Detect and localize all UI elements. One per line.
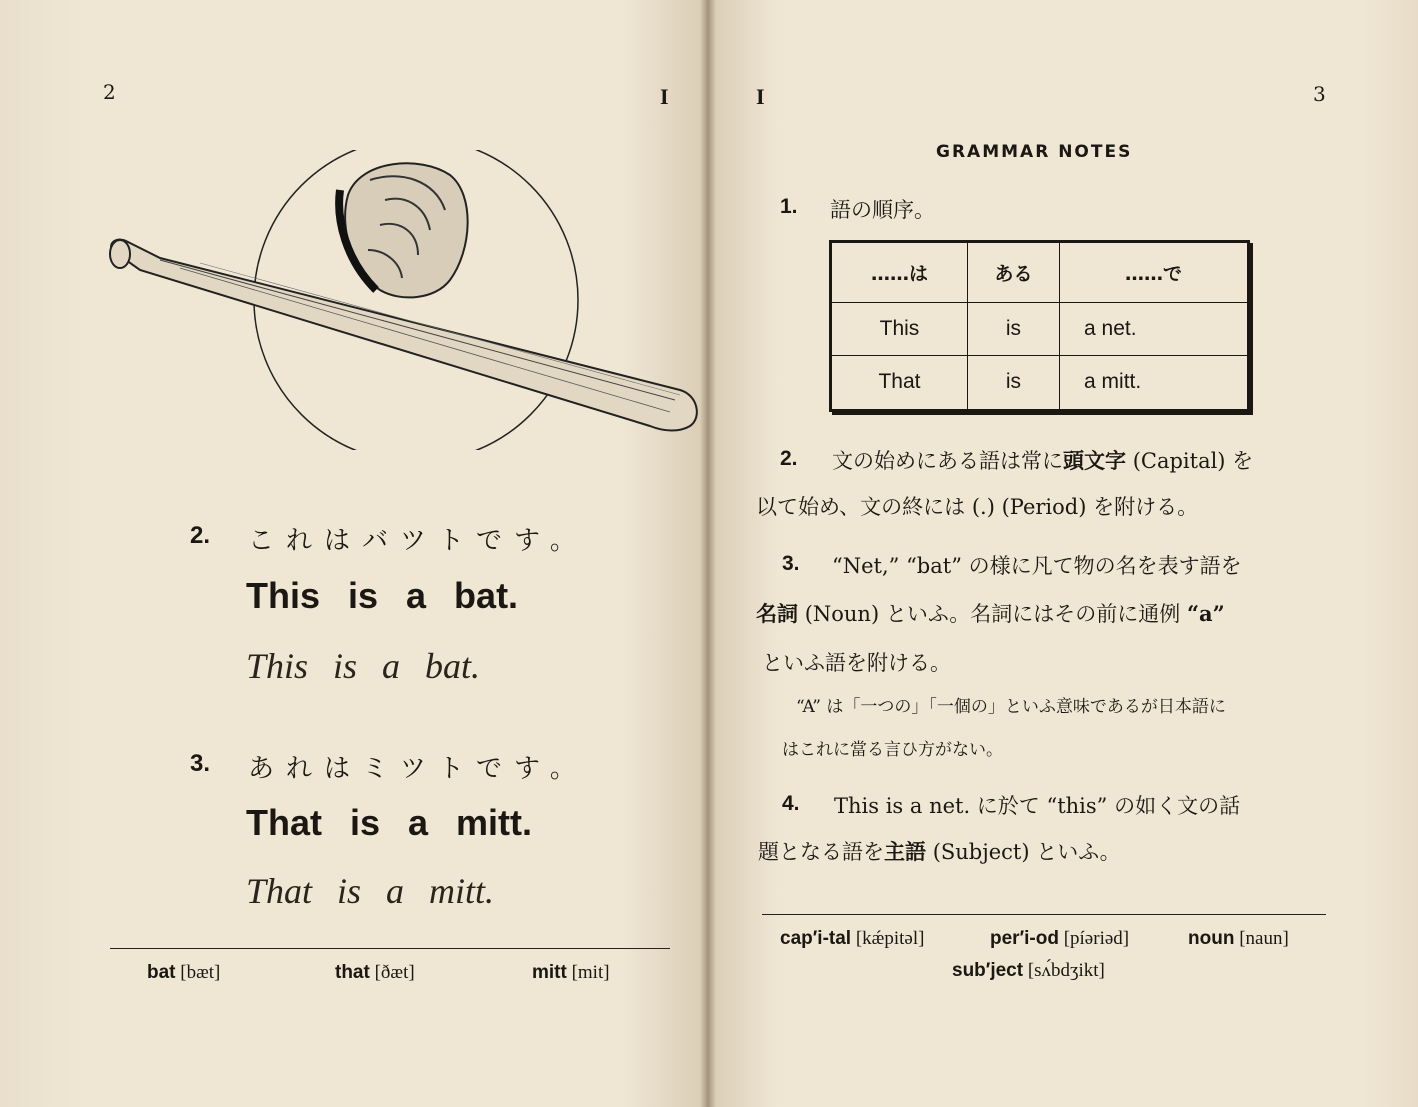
vocab-capital: cap′i-tal [kǽpitəl] — [780, 928, 925, 949]
mitt-icon — [339, 163, 467, 297]
example-2-english-script: This is a bat. — [246, 646, 481, 686]
vocab-divider-right — [762, 914, 1326, 915]
note-3-line-1: “Net,” “bat” の様に凡て物の名を表す語を — [832, 554, 1242, 578]
table-cell: a mitt. — [1060, 355, 1249, 410]
note-4-line-2: 題となる語を主語 (Subject) といふ。 — [758, 839, 1121, 864]
table-header-cell: ……で — [1060, 242, 1249, 303]
vocab-that: that [ðæt] — [335, 962, 415, 983]
vocab-noun: noun [naun] — [1188, 928, 1289, 949]
table-row — [831, 302, 1249, 355]
vocab-bat: bat [bæt] — [147, 962, 221, 983]
note-3-sub-2: はこれに當る言ひ方がない。 — [782, 740, 1003, 760]
note-4-number: 4. — [782, 792, 800, 815]
example-2-english-print: This is a bat. — [246, 575, 519, 616]
table-cell: a net. — [1060, 302, 1249, 355]
vocab-subject: sub′ject [sʌ́bdʒikt] — [952, 960, 1105, 981]
grammar-notes-title: GRAMMAR NOTES — [936, 142, 1133, 162]
note-4-line-1: This is a net. に於て “this” の如く文の話 — [834, 794, 1241, 818]
word-order-table — [829, 240, 1250, 412]
note-2-line-2: 以て始め、文の終には (.) (Period) を附ける。 — [756, 495, 1199, 519]
note-3-line-2: 名詞 (Noun) といふ。名詞にはその前に通例 “a” — [756, 601, 1225, 626]
table-row — [831, 355, 1249, 410]
note-3-number: 3. — [782, 552, 800, 575]
left-page — [0, 0, 708, 1107]
book-gutter — [700, 0, 716, 1107]
table-header-cell: ……は — [831, 242, 968, 303]
table-cell: is — [967, 302, 1059, 355]
vocab-mitt: mitt [mit] — [532, 962, 610, 983]
note-3-sub-1: “A” は「一つの」「一個の」といふ意味であるが日本語に — [796, 697, 1226, 717]
example-3-english-script: That is a mitt. — [246, 871, 495, 911]
example-2-japanese: これはバツトです。 — [248, 526, 588, 556]
note-2-number: 2. — [780, 447, 798, 470]
table-header-row — [831, 242, 1249, 303]
vocab-divider-left — [110, 948, 670, 949]
note-1-number: 1. — [780, 195, 798, 218]
note-1-text: 語の順序。 — [830, 198, 935, 222]
example-3-english-print: That is a mitt. — [246, 802, 533, 843]
page-number-right: 3 — [1313, 82, 1326, 106]
section-marker-right: I — [756, 84, 765, 109]
table-cell: This — [831, 302, 968, 355]
bat-and-mitt-illustration — [100, 150, 708, 450]
section-marker-left: I — [660, 84, 669, 109]
example-3-number: 3. — [190, 750, 211, 777]
note-3-line-3: といふ語を附ける。 — [762, 651, 951, 675]
example-2-number: 2. — [190, 522, 211, 549]
table-cell: is — [967, 355, 1059, 410]
vocab-period: per′i-od [píəriəd] — [990, 928, 1130, 949]
page-number-left: 2 — [103, 80, 116, 104]
note-2-line-1: 文の始めにある語は常に頭文字 (Capital) を — [832, 448, 1254, 473]
example-3-japanese: あれはミツトです。 — [248, 754, 588, 784]
table-header-cell: ある — [967, 242, 1059, 303]
table-cell: That — [831, 355, 968, 410]
